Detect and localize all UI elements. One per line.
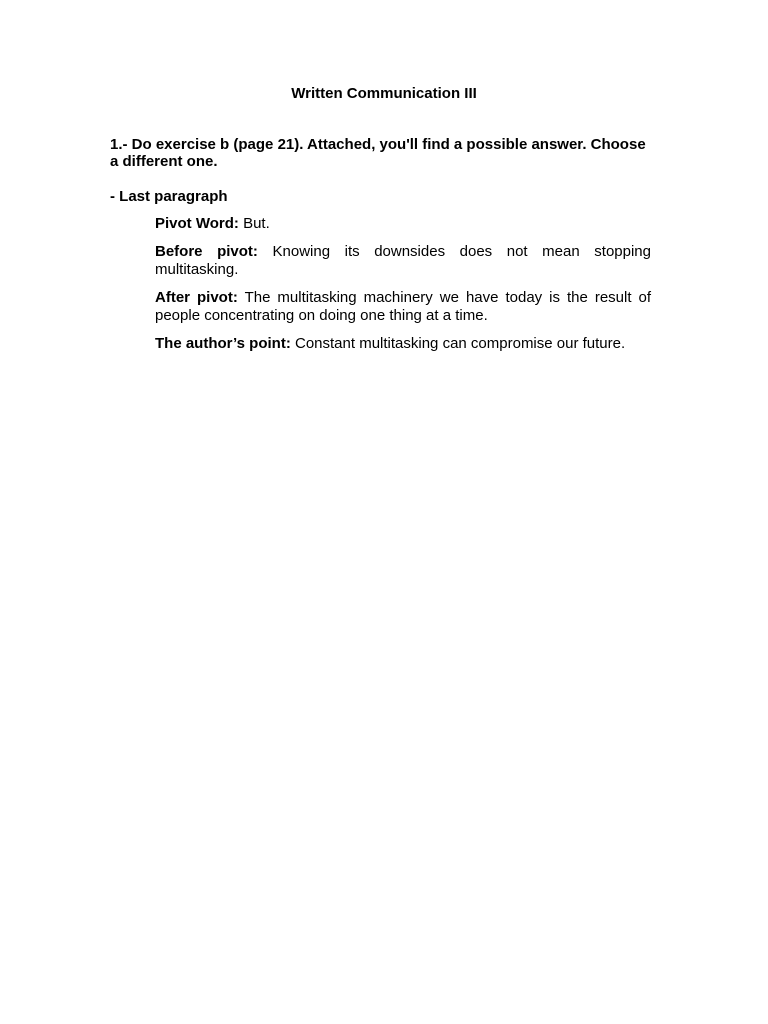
authors-point-item <box>155 335 651 353</box>
exercise-instruction: 1.- Do exercise b (page 21). Attached, you'll find a possible answer. Choose a different one. <box>110 136 646 170</box>
before-pivot-item <box>155 243 651 279</box>
pivot-word-item <box>155 215 651 233</box>
item-label: Before pivot: <box>155 243 258 260</box>
item-text: Constant multitasking can compromise our future. <box>295 335 626 352</box>
item-label: After pivot: <box>155 289 238 306</box>
item-label: Pivot Word: <box>155 215 239 232</box>
after-pivot-item <box>155 289 651 325</box>
item-label: The author’s point: <box>155 335 291 352</box>
item-text: But. <box>243 215 270 232</box>
document-title: Written Communication III <box>291 85 477 102</box>
item-text: Knowing its downsides does not mean stopping multitasking. <box>155 243 651 278</box>
section-heading: - Last paragraph <box>110 188 228 205</box>
item-text: The multitasking machinery we have today is the result of people concentrating on doing one thing at a time. <box>155 289 652 324</box>
